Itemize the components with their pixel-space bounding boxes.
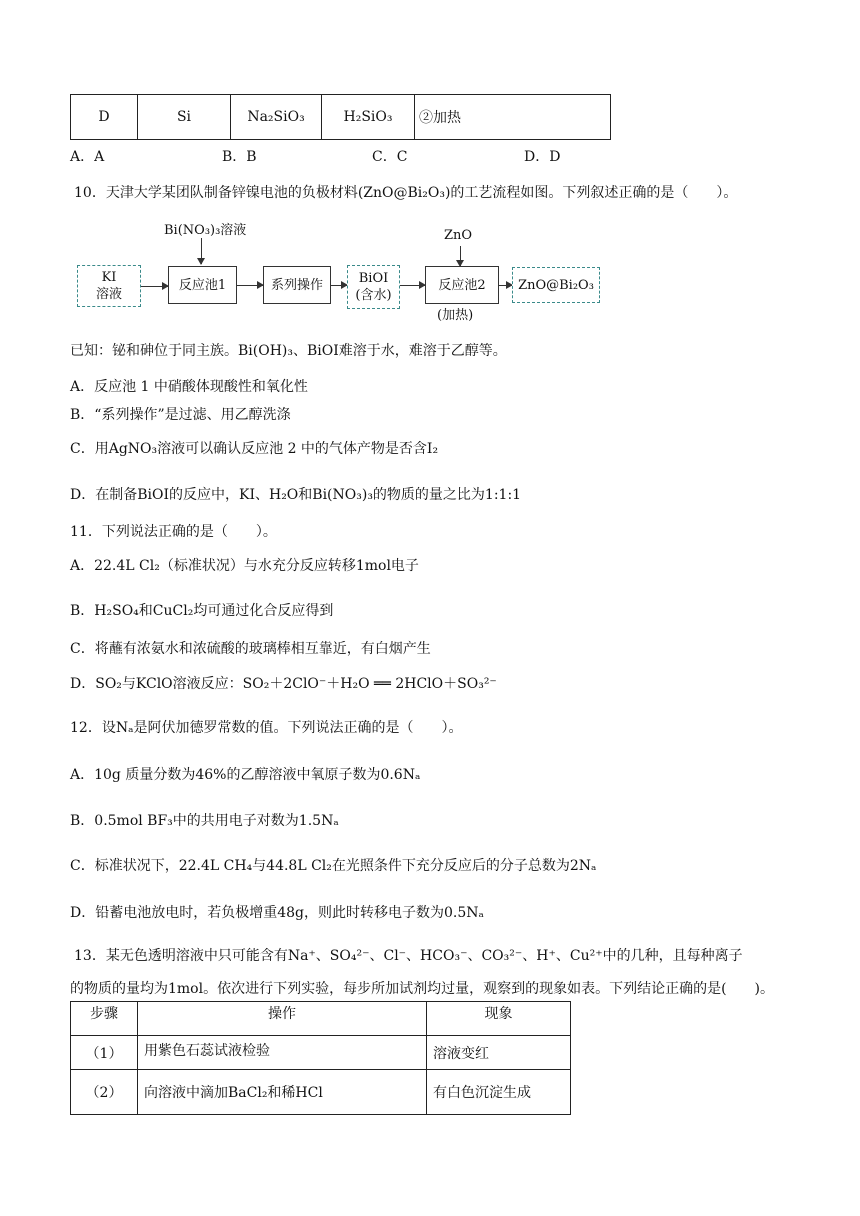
q9-option-d: D．D bbox=[524, 149, 561, 165]
arrow-2 bbox=[237, 285, 263, 286]
arrow-4 bbox=[400, 285, 425, 286]
q10-stem: 10．天津大学某团队制备锌镍电池的负极材料(ZnO@Bi₂O₃)的工艺流程如图。下列叙述正确的是（ ）。 bbox=[74, 185, 738, 201]
q10-option-c: C．用AgNO₃溶液可以确认反应池 2 中的气体产物是否含I₂ bbox=[70, 441, 439, 457]
q11-option-c: C．将蘸有浓氨水和浓硫酸的玻璃棒相互靠近，有白烟产生 bbox=[70, 641, 431, 657]
top-table bbox=[70, 94, 611, 140]
reagent-zno: ZnO bbox=[444, 228, 473, 243]
table-cell: ②加热 bbox=[415, 95, 611, 140]
box-reaction-pool-2 bbox=[425, 266, 499, 304]
q10-option-a: A．反应池 1 中硝酸体现酸性和氧化性 bbox=[70, 379, 308, 395]
table-cell: D bbox=[71, 95, 138, 140]
table-row bbox=[71, 1070, 571, 1115]
table-cell: Na₂SiO₃ bbox=[231, 95, 322, 140]
table-cell: 溶液变红 bbox=[427, 1036, 571, 1070]
q12-option-c: C．标准状况下，22.4L CH₄与44.8L Cl₂在光照条件下充分反应后的分子总数为2Nₐ bbox=[70, 858, 597, 874]
table-cell: 用紫色石蕊试液检验 bbox=[138, 1036, 427, 1070]
box-ki-line2: 溶液 bbox=[95, 287, 122, 302]
q11-stem: 11．下列说法正确的是（ ）。 bbox=[70, 524, 277, 540]
box-bioi-line2: (含水) bbox=[355, 288, 392, 303]
q11-option-b: B．H₂SO₄和CuCl₂均可通过化合反应得到 bbox=[70, 603, 334, 619]
q10-known: 已知：铋和砷位于同主族。Bi(OH)₃、BiOI难溶于水，难溶于乙醇等。 bbox=[70, 343, 507, 359]
table-header: 操作 bbox=[138, 1002, 427, 1036]
q13-table bbox=[70, 1001, 571, 1115]
table-header: 步骤 bbox=[71, 1002, 138, 1036]
table-cell: （1） bbox=[71, 1036, 138, 1070]
box-pool2-line1: 反应池2 bbox=[438, 277, 486, 293]
q10-option-d: D．在制备BiOI的反应中，KI、H₂O和Bi(NO₃)₃的物质的量之比为1:1:1 bbox=[70, 487, 522, 503]
box-series-operations: 系列操作 bbox=[263, 266, 331, 304]
q12-stem: 12．设Nₐ是阿伏加德罗常数的值。下列说法正确的是（ ）。 bbox=[70, 720, 463, 736]
q9-option-b: B．B bbox=[222, 149, 257, 165]
reagent-bi-nitrate: Bi(NO₃)₃溶液 bbox=[164, 223, 247, 238]
table-row bbox=[71, 1036, 571, 1070]
box-bioi bbox=[347, 265, 400, 309]
q12-option-b: B．0.5mol BF₃中的共用电子对数为1.5Nₐ bbox=[70, 813, 339, 829]
box-bioi-line1: BiOI bbox=[358, 271, 389, 286]
q9-option-c: C．C bbox=[372, 149, 408, 165]
box-ki-solution bbox=[77, 265, 141, 307]
table-cell: （2） bbox=[71, 1070, 138, 1115]
table-cell: 向溶液中滴加BaCl₂和稀HCl bbox=[138, 1070, 427, 1115]
q13-stem-line2: 的物质的量均为1mol。依次进行下列实验，每步所加试剂均过量，观察到的现象如表。下列结论正确的是( )。 bbox=[70, 981, 775, 997]
arrow-down-1 bbox=[201, 238, 202, 264]
arrow-down-2 bbox=[460, 246, 461, 266]
table-header-row bbox=[71, 1002, 571, 1036]
table-row bbox=[71, 95, 611, 140]
table-cell: H₂SiO₃ bbox=[322, 95, 415, 140]
q13-stem-line1: 13．某无色透明溶液中只可能含有Na⁺、SO₄²⁻、Cl⁻、HCO₃⁻、CO₃²⁻、H⁺、Cu²⁺中的几种，且每种离子 bbox=[74, 948, 743, 964]
box-ki-line1: KI bbox=[101, 270, 117, 285]
arrow-5 bbox=[499, 285, 512, 286]
q12-option-a: A．10g 质量分数为46%的乙醇溶液中氧原子数为0.6Nₐ bbox=[70, 767, 421, 783]
arrow-3 bbox=[331, 285, 347, 286]
q11-option-d: D．SO₂与KClO溶液反应：SO₂＋2ClO⁻＋H₂O ══ 2HClO＋SO₃²⁻ bbox=[70, 676, 497, 692]
table-header: 现象 bbox=[427, 1002, 571, 1036]
box-pool2-heating: (加热) bbox=[437, 308, 474, 323]
q11-option-a: A．22.4L Cl₂（标准状况）与水充分反应转移1mol电子 bbox=[70, 558, 419, 574]
box-reaction-pool-1: 反应池1 bbox=[168, 266, 237, 304]
q9-option-a: A．A bbox=[70, 149, 105, 165]
q12-option-d: D．铅蓄电池放电时，若负极增重48g，则此时转移电子数为0.5Nₐ bbox=[70, 905, 484, 921]
box-product: ZnO@Bi₂O₃ bbox=[512, 267, 600, 303]
arrow-1 bbox=[141, 286, 168, 287]
table-cell: Si bbox=[138, 95, 231, 140]
table-cell: 有白色沉淀生成 bbox=[427, 1070, 571, 1115]
q10-option-b: B．“系列操作”是过滤、用乙醇洗涤 bbox=[70, 407, 291, 423]
